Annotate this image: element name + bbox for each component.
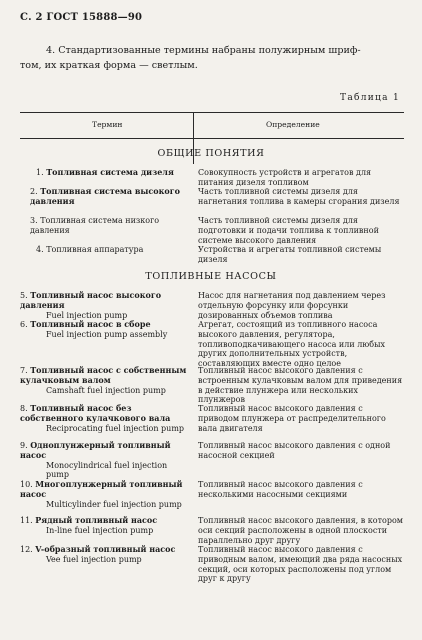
term-number: 1.	[36, 168, 44, 177]
term-text: Топливный насос с собственным кулачковым валом	[20, 365, 187, 385]
term-english: Fuel injection pump assembly	[46, 329, 168, 339]
term-text: Топливная система высокого давления	[30, 186, 180, 206]
term-number: 4.	[36, 245, 44, 254]
term-row-10	[20, 480, 192, 509]
definition-row-4: Устройства и агрегаты топливной системы дизеля	[198, 245, 382, 264]
intro-paragraph	[20, 44, 405, 73]
term-row-5	[20, 291, 192, 320]
term-english: Reciprocating fuel injection pump	[46, 423, 185, 433]
term-row-2	[30, 187, 192, 207]
term-row-3	[30, 216, 192, 236]
term-number: 7.	[20, 366, 28, 375]
term-row-11	[20, 516, 192, 536]
page-header: С. 2 ГОСТ 15888—90	[20, 12, 143, 23]
definition-row-9: Топливный насос высокого давления с одной насосной секцией	[198, 441, 391, 460]
term-text: Топливный насос без собственного кулачкового вала	[20, 403, 171, 423]
term-text: Одноплунжерный топливный насос	[20, 440, 171, 460]
term-english: In-line fuel injection pump	[46, 525, 154, 535]
definition-row-12: Топливный насос высокого давления с приводным валом, имеющий два ряда насосных секций, оси которых расположены под углом друг к другу	[198, 545, 403, 584]
column-header-definitions: Определение	[266, 120, 320, 129]
definition-row-2: Часть топливной системы дизеля для нагнетания топлива в камеры сгорания дизеля	[198, 187, 400, 206]
term-english: Camshaft fuel injection pump	[46, 385, 166, 395]
term-number: 10.	[20, 480, 33, 489]
definition-row-7: Топливный насос высокого давления с встроенным кулачковым валом для приведения в действие плунжера или нескольких плунжеров	[198, 366, 403, 405]
intro-line-1: 4. Стандартизованные термины набраны полужирным шриф-	[46, 45, 361, 56]
term-row-12	[20, 545, 192, 565]
definition-row-3: Часть топливной системы дизеля для подготовки и подачи топлива к топливной системе высокого давления	[198, 216, 379, 245]
term-english: Fuel injection pump	[46, 310, 128, 320]
term-number: 8.	[20, 404, 28, 413]
term-text: Рядный топливный насос	[35, 515, 158, 525]
term-row-9	[20, 441, 192, 480]
table-head-rule	[20, 138, 404, 139]
intro-line-2: том, их краткая форма — светлым.	[20, 59, 198, 71]
term-row-7	[20, 366, 192, 395]
term-number: 3.	[30, 216, 38, 225]
term-english: Monocylindrical fuel injection pump	[46, 460, 168, 480]
term-number: 6.	[20, 320, 28, 329]
term-text: Топливный насос высокого давления	[20, 290, 162, 310]
term-english: Multicylinder fuel injection pump	[46, 499, 182, 509]
term-row-1	[36, 168, 192, 178]
term-text: Топливная система дизеля	[46, 167, 174, 177]
definition-row-6: Агрегат, состоящий из топливного насоса высокого давления, регулятора, топливоподкачивающего насоса или любых других дополнительных устройств, составляющих вместе одно целое	[198, 320, 385, 369]
term-text: Топливная аппаратура	[46, 245, 144, 254]
term-text: Многоплунжерный топливный насос	[20, 479, 183, 499]
section-title-pumps: ТОПЛИВНЫЕ НАСОСЫ	[145, 271, 277, 282]
definition-row-5: Насос для нагнетания под давлением через отдельную форсунку или форсунки дозированных объемов топлива	[198, 291, 386, 320]
definition-row-1: Совокупность устройств и агрегатов для питания дизеля топливом	[198, 168, 372, 187]
section-title-general: ОБЩИЕ ПОНЯТИЯ	[157, 148, 265, 159]
term-number: 9.	[20, 441, 28, 450]
table-label: Таблица 1	[340, 93, 400, 103]
definition-row-8: Топливный насос высокого давления с приводом плунжера от распределительного вала двигателя	[198, 404, 386, 433]
term-number: 12.	[20, 545, 33, 554]
term-text: Топливный насос в сборе	[30, 319, 151, 329]
term-number: 2.	[30, 187, 38, 196]
term-english: Vee fuel injection pump	[46, 554, 142, 564]
term-number: 5.	[20, 291, 28, 300]
term-row-8	[20, 404, 192, 433]
term-text: V-образный топливный насос	[35, 544, 176, 554]
definition-row-10: Топливный насос высокого давления с несколькими насосными секциями	[198, 480, 363, 499]
term-row-4	[36, 245, 192, 255]
term-row-6	[20, 320, 192, 340]
table-top-rule	[20, 112, 404, 113]
term-text: Топливная система низкого давления	[30, 216, 160, 235]
column-header-terms: Термин	[92, 120, 123, 129]
definition-row-11: Топливный насос высокого давления, в котором оси секций расположены в одной плоскости параллельно друг другу	[198, 516, 404, 545]
term-number: 11.	[20, 516, 33, 525]
